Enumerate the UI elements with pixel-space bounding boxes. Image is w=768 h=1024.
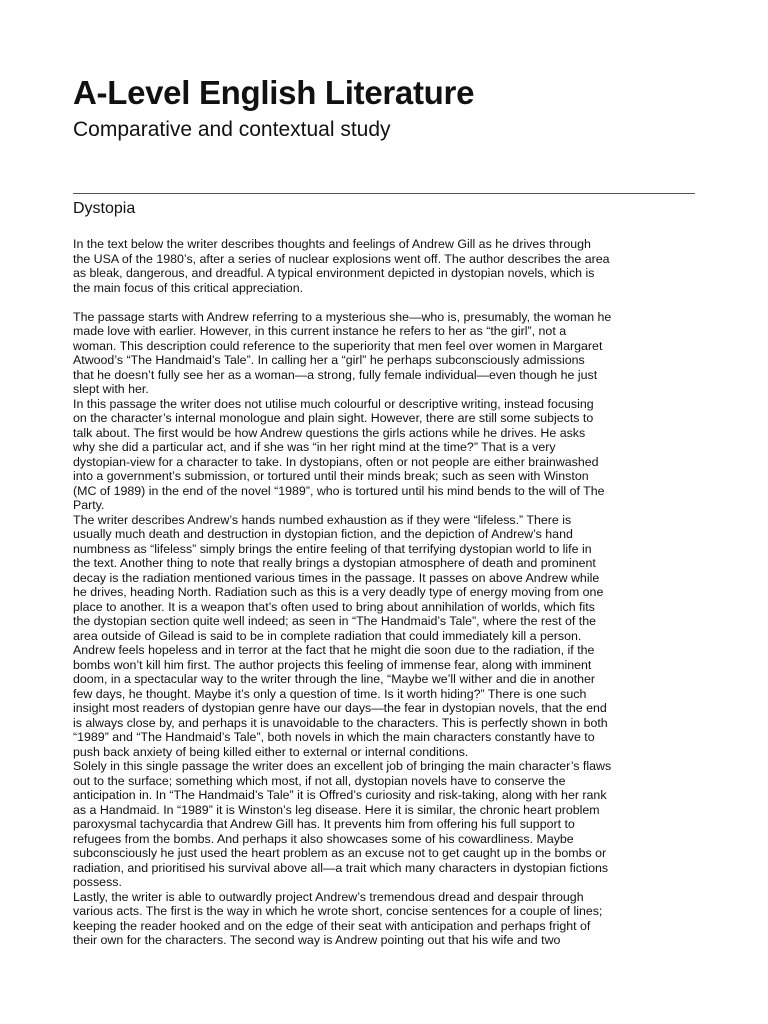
body-text	[73, 237, 695, 948]
text-line: bombs won’t kill him first. The author projects this feeling of immense fear, along with imminent	[73, 657, 592, 672]
text-line: radiation, and prioritised his survival above all—a trait which many characters in dystopian fictions	[73, 860, 609, 875]
text-line: keeping the reader hooked and on the edge of their seat with anticipation and perhaps fright of	[73, 918, 591, 933]
text-line: “1989” and “The Handmaid’s Tale”, both novels in which the main characters constantly have to	[73, 730, 595, 744]
text-line: subconsciously he just used the heart problem as an excuse not to get caught up in the bombs or	[73, 846, 607, 860]
text-line: usually much death and destruction in dystopian fiction, and the depiction of Andrew’s hand	[73, 527, 573, 541]
paragraph	[73, 643, 695, 759]
text-line: insight most readers of dystopian genre have our days—the fear in dystopian novels, that the end	[73, 701, 607, 715]
document-subtitle: Comparative and contextual study	[73, 118, 391, 141]
paragraph	[73, 759, 695, 890]
text-line: (MC of 1989) in the end of the novel “1989”, who is tortured until his mind bends to the will of The	[73, 483, 605, 498]
text-line: possess.	[73, 875, 122, 889]
text-line: refugees from the bombs. And perhaps it also showcases some of his cowardliness. Maybe	[73, 831, 574, 846]
text-line: woman. This description could reference to the superiority that men feel over women in Margaret	[73, 338, 603, 353]
text-line: doom, in a spectacular way to the writer through the line, “Maybe we’ll wither and die in another	[73, 672, 596, 686]
text-line: few days, he thought. Maybe it’s only a question of time. Is it worth hiding?” There is one such	[73, 686, 587, 701]
text-line: he drives, heading North. Radiation such as this is a very deadly type of energy moving from one	[73, 585, 604, 599]
text-line: out to the surface; something which most, if not all, dystopian novels have to conserve the	[73, 773, 566, 788]
text-line: The passage starts with Andrew referring to a mysterious she—who is, presumably, the woman he	[73, 309, 612, 324]
text-line: the dystopian section quite well indeed; as seen in “The Handmaid’s Tale”, where the rest of the	[73, 614, 597, 628]
text-line: their own for the characters. The second way is Andrew pointing out that his wife and two	[73, 933, 561, 947]
text-line: as bleak, dangerous, and dreadful. A typical environment depicted in dystopian novels, which is	[73, 266, 595, 280]
text-line: Party.	[73, 498, 105, 512]
text-line: decay is the radiation mentioned various times in the passage. It passes on above Andrew while	[73, 570, 600, 585]
text-line: dystopian-view for a character to take. In dystopians, often or not people are either brainwashed	[73, 454, 599, 469]
text-line: In the text below the writer describes thoughts and feelings of Andrew Gill as he drives through	[73, 237, 591, 251]
text-line: the USA of the 1980’s, after a series of nuclear explosions went off. The author describes the area	[73, 251, 610, 266]
text-line: various acts. The first is the way in which he wrote short, concise sentences for a couple of lines;	[73, 904, 603, 918]
text-line: why she did a particular act, and if she was “in her right mind at the time?” That is a very	[73, 440, 556, 454]
text-line: talk about. The first would be how Andrew questions the girls actions while he drives. He asks	[73, 425, 586, 440]
text-line: Solely in this single passage the writer does an excellent job of bringing the main character’s flaws	[73, 759, 612, 773]
text-line: anticipation in. In “The Handmaid’s Tale” it is Offred’s curiosity and risk-taking, along with her rank	[73, 788, 607, 802]
text-line: slept with her.	[73, 382, 149, 396]
text-line: The writer describes Andrew’s hands numbed exhaustion as if they were “lifeless.” There is	[73, 512, 572, 527]
text-line: Lastly, the writer is able to outwardly project Andrew’s tremendous dread and despair through	[73, 889, 584, 904]
text-line: into a government’s submission, or tortured until their minds break; such as seen with Winston	[73, 469, 589, 483]
text-line: place to another. It is a weapon that’s often used to bring about annihilation of worlds, which fits	[73, 599, 595, 614]
paragraph	[73, 237, 695, 295]
text-line: In this passage the writer does not utilise much colourful or descriptive writing, instead focusing	[73, 396, 594, 411]
text-line: made love with earlier. However, in this current instance he refers to her as “the girl”, not a	[73, 324, 567, 338]
text-line: numbness as “lifeless” simply brings the entire feeling of that terrifying dystopian world to life in	[73, 541, 592, 556]
text-line: on the character’s internal monologue and plain sight. However, there are still some subjects to	[73, 411, 594, 425]
document-title: A-Level English Literature	[73, 74, 475, 111]
text-line: push back anxiety of being killed either to external or internal conditions.	[73, 744, 469, 759]
text-line: Atwood’s “The Handmaid’s Tale”. In calling her a “girl” he perhaps subconsciously admissions	[73, 353, 585, 367]
paragraph	[73, 310, 695, 397]
section-heading: Dystopia	[73, 200, 136, 217]
text-line: as a Handmaid. In “1989” it is Winston’s leg disease. Here it is similar, the chronic heart problem	[73, 802, 600, 817]
paragraph	[73, 890, 695, 948]
text-line: paroxysmal tachycardia that Andrew Gill has. It prevents him from offering his full support to	[73, 817, 575, 831]
text-line: area outside of Gilead is said to be in complete radiation that could immediately kill a person.	[73, 628, 582, 643]
text-line: Andrew feels hopeless and in terror at the fact that he might die soon due to the radiation, if the	[73, 643, 595, 657]
paragraph	[73, 513, 695, 644]
text-line: that he doesn’t fully see her as a woman—a strong, fully female individual—even though he just	[73, 367, 598, 382]
text-line: the text. Another thing to note that really brings a dystopian atmosphere of death and prominent	[73, 556, 596, 570]
text-line: the main focus of this critical appreciation.	[73, 280, 304, 295]
text-line: is always close by, and perhaps it is unavoidable to the characters. This is perfectly shown in both	[73, 715, 608, 730]
divider	[73, 193, 695, 194]
paragraph	[73, 397, 695, 513]
